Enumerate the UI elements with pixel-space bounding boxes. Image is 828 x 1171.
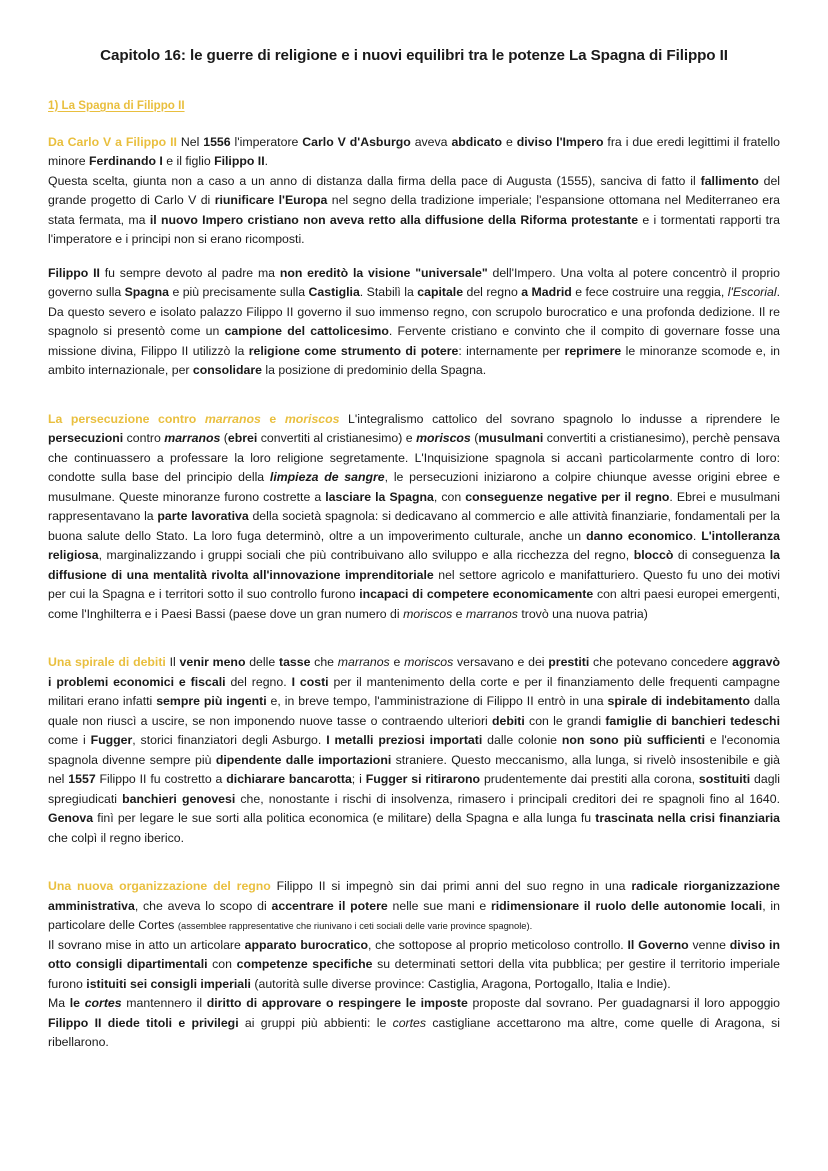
text-bold: 1557 <box>68 772 96 787</box>
text-bold-italic: marranos <box>164 431 221 446</box>
text-run: Questa scelta, giunta non a caso a un anno di distanza dalla firma della pace di Augusta (1555), sanciva di fatto il <box>48 173 701 188</box>
text-run: . Fervente cristiano e convinto che il compito di governare fosse una missione divina, Filippo II utilizzò la <box>48 324 781 358</box>
text-bold: Fugger si ritirarono <box>365 772 481 787</box>
text-bold: incapaci di competere economicamente <box>359 587 594 602</box>
paragraph-carlo-v-filippo <box>48 133 780 172</box>
text-run: , storici finanziatori degli Asburgo. <box>132 733 327 748</box>
text-bold: ebrei <box>227 431 258 446</box>
cortes-footnote: (assemblee rappresentative che riunivano i ceti sociali delle varie province spagnole). <box>177 920 533 932</box>
text-run: proposte dal sovrano. Per guadagnarsi il loro appoggio <box>467 996 780 1011</box>
paragraph-nuova-organizzazione <box>48 877 780 936</box>
text-bold: Filippo II diede titoli e privilegi <box>48 1015 239 1030</box>
text-run: ai gruppi più abbienti: le <box>238 1015 393 1030</box>
text-run: con <box>207 957 237 972</box>
text-bold: danno economico <box>586 528 693 543</box>
text-run: . Da questo severo e isolato palazzo Filippo II governo il suo immenso regno, con scrupolo burocratico e una profonda dedizione. Il re spagnolo si presentò come un <box>48 285 780 339</box>
text-run: Ma <box>48 996 70 1011</box>
paragraph-spacer <box>48 862 780 877</box>
text-run: straniere. Questo meccanismo, alla lunga, si rivelò insostenibile e già nel <box>48 752 780 787</box>
text-bold: parte lavorativa <box>157 509 249 524</box>
text-run: Filippo II si impegnò sin dai primi anni del suo regno in una <box>270 879 632 894</box>
text-bold: banchieri genovesi <box>122 791 236 806</box>
text-run: , in particolare delle Cortes <box>48 898 781 933</box>
text-bold: reprimere <box>564 343 622 358</box>
text-bold: prestiti <box>548 655 590 670</box>
text-bold: non sono più sufficienti <box>561 733 705 748</box>
text-run: e più precisamente sulla <box>169 285 309 300</box>
text-bold: dichiarare bancarotta <box>226 772 352 787</box>
text-bold: diritto di approvare o respingere le imposte <box>206 996 468 1011</box>
text-run: , che aveva lo scopo di <box>134 898 272 913</box>
paragraph-lead-label: Una spirale di debiti <box>48 655 166 670</box>
text-bold: ridimensionare il ruolo delle autonomie locali <box>490 898 763 913</box>
text-bold: le <box>69 996 85 1011</box>
text-italic: moriscos <box>403 606 453 621</box>
text-run: per il mantenimento della corte e per il finanziamento delle frequenti campagne militari erano infatti <box>48 674 780 709</box>
text-italic: cortes <box>392 1015 427 1030</box>
paragraph-questa-scelta <box>48 172 780 250</box>
text-bold: tasse <box>278 655 311 670</box>
text-bold: I metalli preziosi importati <box>326 733 483 748</box>
text-run: , le persecuzioni iniziarono a colpire chiunque avesse origini ebree e musulmane. Queste minoranze furono costrette a <box>48 470 780 504</box>
text-bold: conseguenze negative per il regno <box>465 489 670 504</box>
section-heading-label: 1) La Spagna di Filippo II <box>48 98 185 112</box>
text-run: nel segno della tradizione imperiale; l'espansione ottomana nel Mediterraneo era stata fermata, ma <box>48 193 781 227</box>
text-run: Il <box>165 655 180 670</box>
paragraph-lead-label: Da Carlo V a Filippo II <box>48 134 177 149</box>
text-bold: Ferdinando I <box>89 154 163 169</box>
text-bold-italic: moriscos <box>416 431 471 446</box>
text-run: dalle colonie <box>482 733 562 748</box>
paragraph-apparato-burocratico <box>48 936 780 995</box>
text-run: trovò una nuova patria) <box>517 606 648 621</box>
text-italic: marranos <box>465 606 518 621</box>
text-run: dagli spregiudicati <box>48 772 781 806</box>
text-bold: bloccò <box>633 548 674 563</box>
text-run: che, nonostante i rischi di insolvenza, rimasero i principali creditori dei re spagnoli fino al 1640. <box>235 791 780 806</box>
lead-italic: moriscos <box>284 411 340 426</box>
text-run: del regno <box>463 285 522 300</box>
text-bold: sostituiti <box>698 772 751 787</box>
text-run: ( <box>470 431 479 446</box>
text-bold: Fugger <box>90 733 133 748</box>
text-run: e fece costruire una reggia, <box>571 285 728 300</box>
paragraph-lead-label <box>48 412 340 426</box>
lead-text: La persecuzione contro <box>48 411 205 426</box>
text-run: e <box>502 134 517 149</box>
section-heading <box>48 98 780 113</box>
text-run: Nel <box>176 134 204 149</box>
text-run: e <box>452 606 466 621</box>
text-bold: persecuzioni <box>48 431 124 446</box>
text-run: e, in breve tempo, l'amministrazione di Filippo II entrò in una <box>266 694 608 709</box>
text-run: e il figlio <box>162 154 215 169</box>
text-run: dalla quale non riuscì a uscire, se non imponendo nuove tasse o contraendo ulteriori <box>48 694 780 728</box>
text-bold: Genova <box>48 811 94 826</box>
text-bold-italic: cortes <box>84 996 122 1011</box>
text-run: ; i <box>351 772 366 787</box>
text-bold: fallimento <box>700 173 759 188</box>
text-run: con le grandi <box>524 713 606 728</box>
text-run: : internamente per <box>458 343 565 358</box>
text-run: , marginalizzando i gruppi sociali che più contribuivano allo sviluppo e alla ricchezza del regno, <box>98 548 634 563</box>
text-run: fra i due eredi legittimi il fratello minore <box>48 134 780 169</box>
text-bold: Spagna <box>124 285 170 300</box>
text-italic: moriscos <box>404 655 454 670</box>
text-bold: capitale <box>417 285 464 300</box>
text-bold: Filippo II <box>214 154 265 169</box>
paragraph-spacer <box>48 395 780 410</box>
lead-text: e <box>260 411 285 426</box>
text-bold: Filippo II <box>48 265 100 280</box>
text-run: nelle sue mani e <box>387 898 491 913</box>
text-run: mantennero il <box>121 996 207 1011</box>
text-bold: spirale di indebitamento <box>607 694 751 709</box>
text-run: L'integralismo cattolico del sovrano spagnolo lo indusse a riprendere le <box>339 411 780 426</box>
text-run: di conseguenza <box>673 548 770 563</box>
text-bold: dipendente dalle importazioni <box>215 752 392 767</box>
text-run: nel settore agricolo e manifatturiero. Questo fu uno dei motivi per cui la Spagna e i territori sotto il suo controllo furono <box>48 567 781 602</box>
text-run: ( <box>220 431 228 446</box>
text-run: del grande progetto di Carlo V di <box>48 173 781 208</box>
text-bold-italic: limpieza de sangre <box>269 470 385 485</box>
text-run: . Ebrei e musulmani rappresentavano la <box>48 489 781 524</box>
text-run: Il sovrano mise in atto un articolare <box>48 937 245 952</box>
text-run: convertiti al cristianesimo) e <box>257 431 417 446</box>
text-run: (autorità sulle diverse province: Castiglia, Aragona, Portogallo, Italia e Indie). <box>250 976 671 991</box>
text-bold: musulmani <box>478 431 544 446</box>
text-bold: I costi <box>291 674 329 689</box>
text-bold: diviso in otto consigli dipartimentali <box>48 937 780 972</box>
lead-italic: marranos <box>204 411 261 426</box>
text-bold: Castiglia <box>308 285 360 300</box>
text-run: e i tormentati rapporti tra l'imperatore e i principi non si erano ricomposti. <box>48 212 780 247</box>
text-run: e l'economia spagnola divenne sempre più <box>48 733 780 767</box>
text-run: finì per legare le sue sorti alla politica economica (e militare) della Spagna e alla lunga fu <box>93 811 596 826</box>
text-run: che colpì il regno iberico. <box>48 830 185 845</box>
text-run: castigliane accettarono ma altre, come quelle di Aragona, si ribellarono. <box>48 1015 780 1050</box>
paragraph-spirale-di-debiti <box>48 653 780 848</box>
text-italic: marranos <box>337 655 390 670</box>
text-run: convertiti a cristianesimo), perchè pensava che continuassero a professare la loro religione segretamente. L'Inquisizione spagnola si accanì particolarmente contro di loro: condotte sulla base del principio della <box>48 431 780 485</box>
text-run: venne <box>688 937 730 952</box>
text-bold: diviso l'Impero <box>516 134 604 149</box>
text-run: che potevano concedere <box>589 655 733 670</box>
text-bold: radicale riorganizzazione amministrativa <box>48 879 780 913</box>
text-run: , che sottopose al proprio meticoloso controllo. <box>367 937 628 952</box>
text-run: come i <box>48 733 91 748</box>
text-bold: abdicato <box>451 134 503 149</box>
text-italic: l'Escorial <box>727 285 777 300</box>
text-bold: aggravò i problemi economici e fiscali <box>48 655 780 689</box>
text-run: . <box>692 528 702 543</box>
text-run: dell'Impero. Una volta al potere concentrò il proprio governo sulla <box>48 265 781 300</box>
text-bold: lasciare la Spagna <box>325 489 434 504</box>
text-run: delle <box>245 655 279 670</box>
text-bold: apparato burocratico <box>244 937 368 952</box>
text-bold: 1556 <box>203 134 231 149</box>
text-run: aveva <box>410 134 452 149</box>
text-run: che <box>310 655 338 670</box>
text-bold: il nuovo Impero cristiano non aveva retto alla diffusione della Riforma protestante <box>149 212 639 227</box>
text-bold: Carlo V d'Asburgo <box>302 134 411 149</box>
text-run: le minoranze scomode e, in ambito internazionale, per <box>48 343 781 378</box>
text-run: versavano e dei <box>453 655 549 670</box>
text-run: la posizione di predominio della Spagna. <box>261 363 487 378</box>
text-bold: accentrare il potere <box>271 898 388 913</box>
paragraph-cortes-imposte <box>48 994 780 1053</box>
text-bold: L'intolleranza religiosa <box>48 528 780 563</box>
text-bold: famiglie di banchieri tedeschi <box>605 713 780 728</box>
text-bold: debiti <box>492 713 525 728</box>
text-run: . <box>264 154 269 169</box>
text-run: prudentemente dai prestiti alla corona, <box>480 772 699 787</box>
text-run: Filippo II fu costretto a <box>95 772 227 787</box>
text-bold: trascinata nella crisi finanziaria <box>595 811 781 826</box>
text-run: e <box>389 655 405 670</box>
text-bold: consolidare <box>192 363 262 378</box>
paragraph-persecuzione-marranos-moriscos <box>48 410 780 625</box>
text-run: con altri paesi europei emergenti, come l'Inghilterra e i Paesi Bassi (paese dove un gran numero di <box>48 587 780 621</box>
text-bold: non ereditò la visione "universale" <box>279 265 488 280</box>
text-bold: Il Governo <box>627 937 689 952</box>
text-run: . Stabilì la <box>359 285 418 300</box>
page-title: Capitolo 16: le guerre di religione e i nuovi equilibri tra le potenze La Spagna di Filippo II <box>100 47 728 64</box>
text-run: del regno. <box>225 674 292 689</box>
text-bold: competenze specifiche <box>236 957 373 972</box>
text-bold: sempre più ingenti <box>156 694 267 709</box>
text-bold: istituiti sei consigli imperiali <box>86 976 251 991</box>
text-run: fu sempre devoto al padre ma <box>99 265 280 280</box>
text-bold: riunificare l'Europa <box>214 193 328 208</box>
paragraph-filippo-ii-devoto <box>48 264 780 381</box>
text-run: l'imperatore <box>230 134 303 149</box>
text-run: della società spagnola: si dedicavano al commercio e alle attività finanziarie, fondamentali per la buona salute dello Stato. La loro fuga determinò, oltre a un impoverimento culturale, anche un <box>48 509 780 543</box>
text-run: , con <box>433 489 466 504</box>
paragraph-lead-label: Una nuova organizzazione del regno <box>48 879 271 894</box>
text-bold: a Madrid <box>521 285 572 300</box>
text-bold: religione come strumento di potere <box>248 343 459 358</box>
text-run: contro <box>123 431 165 446</box>
text-bold: venir meno <box>179 655 246 670</box>
text-bold: la diffusione di una mentalità rivolta all'innovazione imprenditoriale <box>48 548 780 582</box>
text-run: su determinati settori della vita pubblica; per gestire il territorio imperiale furono <box>48 957 781 991</box>
paragraph-spacer <box>48 638 780 653</box>
text-bold: campione del cattolicesimo <box>224 324 389 339</box>
